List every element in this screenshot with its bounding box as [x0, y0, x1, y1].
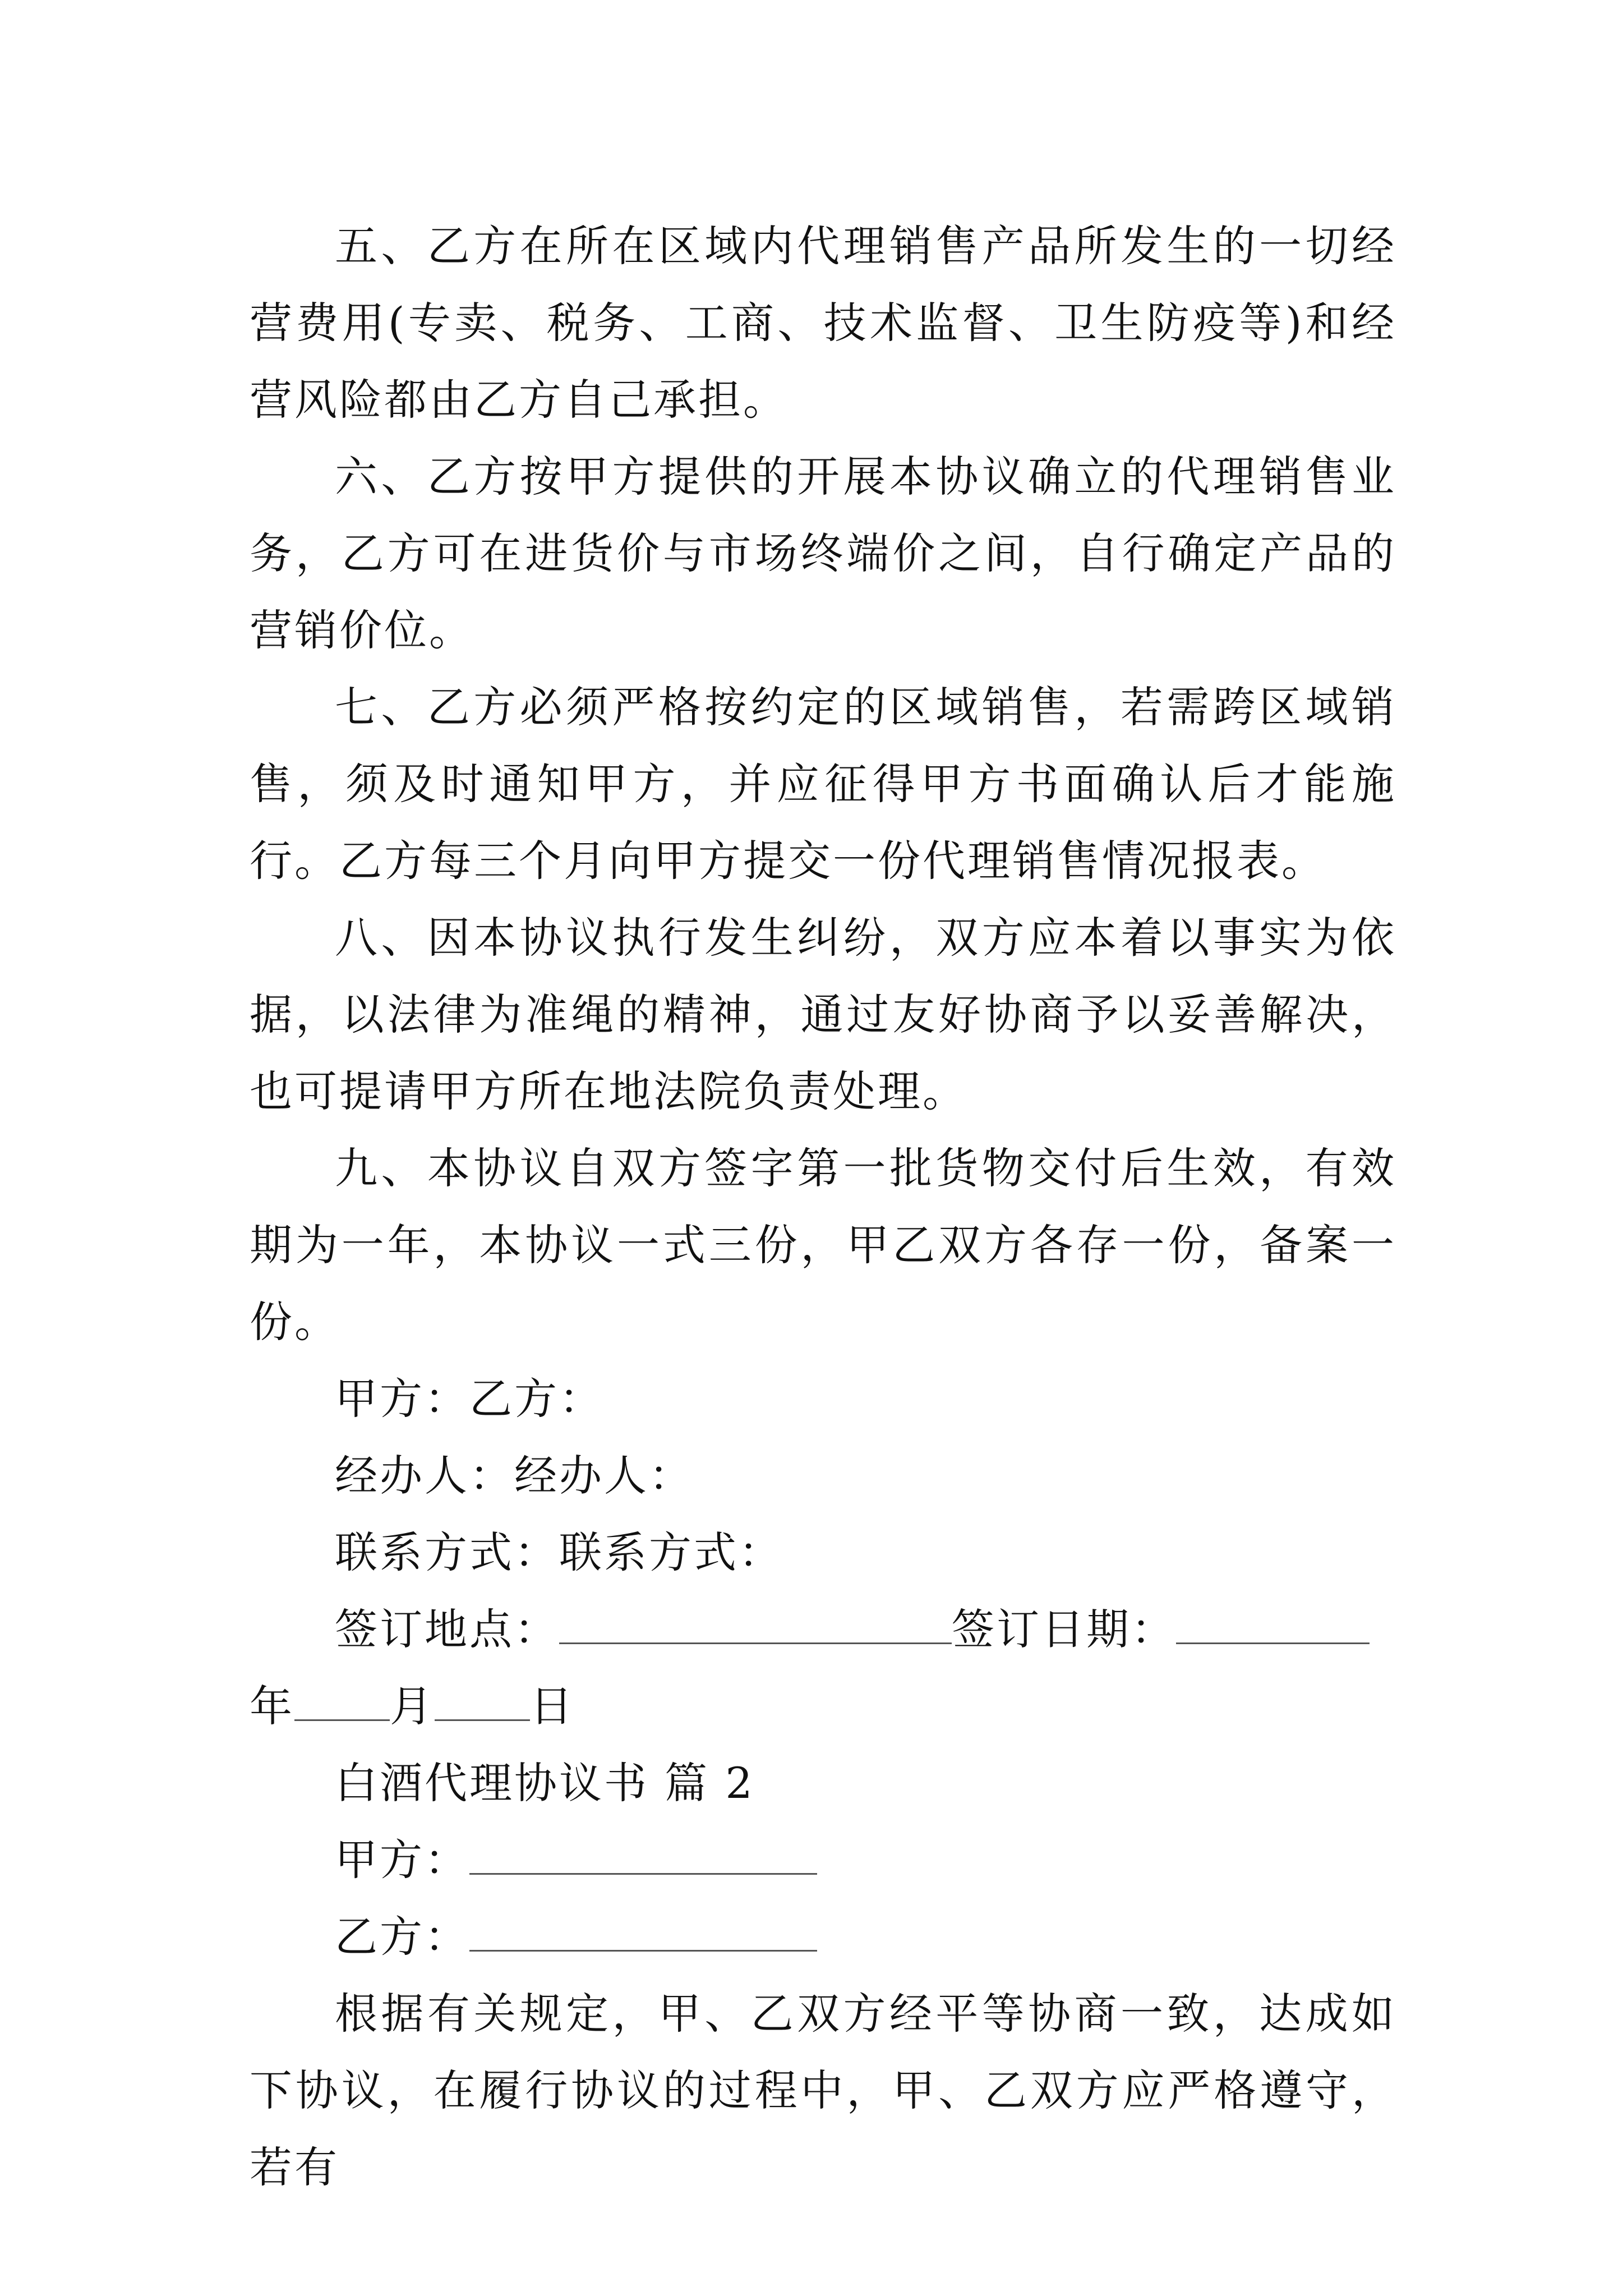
signing-date-label: 签订日期： [952, 1604, 1176, 1654]
party-a-label: 甲方： [335, 1835, 469, 1885]
section2-intro: 根据有关规定，甲、乙双方经平等协商一致，达成如下协议，在履行协议的过程中，甲、乙双方应严格遵守，若有 [250, 1989, 1396, 2192]
section2-party-a-line [250, 1821, 1396, 1898]
clause-six: 六、乙方按甲方提供的开展本协议确立的代理销售业务，乙方可在进货价与市场终端价之间，自行确定产品的营销价位。 [250, 452, 1396, 655]
clause-five: 五、乙方在所在区域内代理销售产品所发生的一切经营费用(专卖、税务、工商、技术监督、卫生防疫等)和经营风险都由乙方自己承担。 [250, 221, 1396, 425]
signing-date-blank [1176, 1607, 1370, 1644]
section2-title: 白酒代理协议书 篇 2 [335, 1758, 755, 1808]
signing-place-label: 签订地点： [335, 1604, 559, 1654]
document-body [250, 208, 1396, 2206]
signing-place-date-line [250, 1591, 1396, 1668]
signing-date-fields [250, 1668, 1396, 1745]
section2-party-b-line [250, 1898, 1396, 1975]
clause-eight: 八、因本协议执行发生纠纷，双方应本着以事实为依据，以法律为准绳的精神，通过友好协商予以妥善解决，也可提请甲方所在地法院负责处理。 [250, 913, 1396, 1116]
party-a-blank [469, 1837, 817, 1875]
signature-parties: 甲方：乙方： [335, 1374, 604, 1424]
day-label: 日 [530, 1681, 575, 1731]
party-b-label: 乙方： [335, 1912, 469, 1962]
clause-seven: 七、乙方必须严格按约定的区域销售，若需跨区域销售，须及时通知甲方，并应征得甲方书面确认后才能施行。乙方每三个月向甲方提交一份代理销售情况报表。 [250, 682, 1396, 886]
signature-handlers: 经办人：经办人： [335, 1451, 694, 1501]
party-b-blank [469, 1914, 817, 1952]
year-label: 年 [250, 1681, 294, 1731]
day-blank [435, 1683, 530, 1721]
month-label: 月 [390, 1681, 435, 1731]
month-blank [294, 1683, 390, 1721]
clause-nine: 九、本协议自双方签字第一批货物交付后生效，有效期为一年，本协议一式三份，甲乙双方各存一份，备案一份。 [250, 1143, 1396, 1347]
signing-place-blank [559, 1607, 952, 1644]
signature-contacts: 联系方式：联系方式： [335, 1527, 783, 1577]
